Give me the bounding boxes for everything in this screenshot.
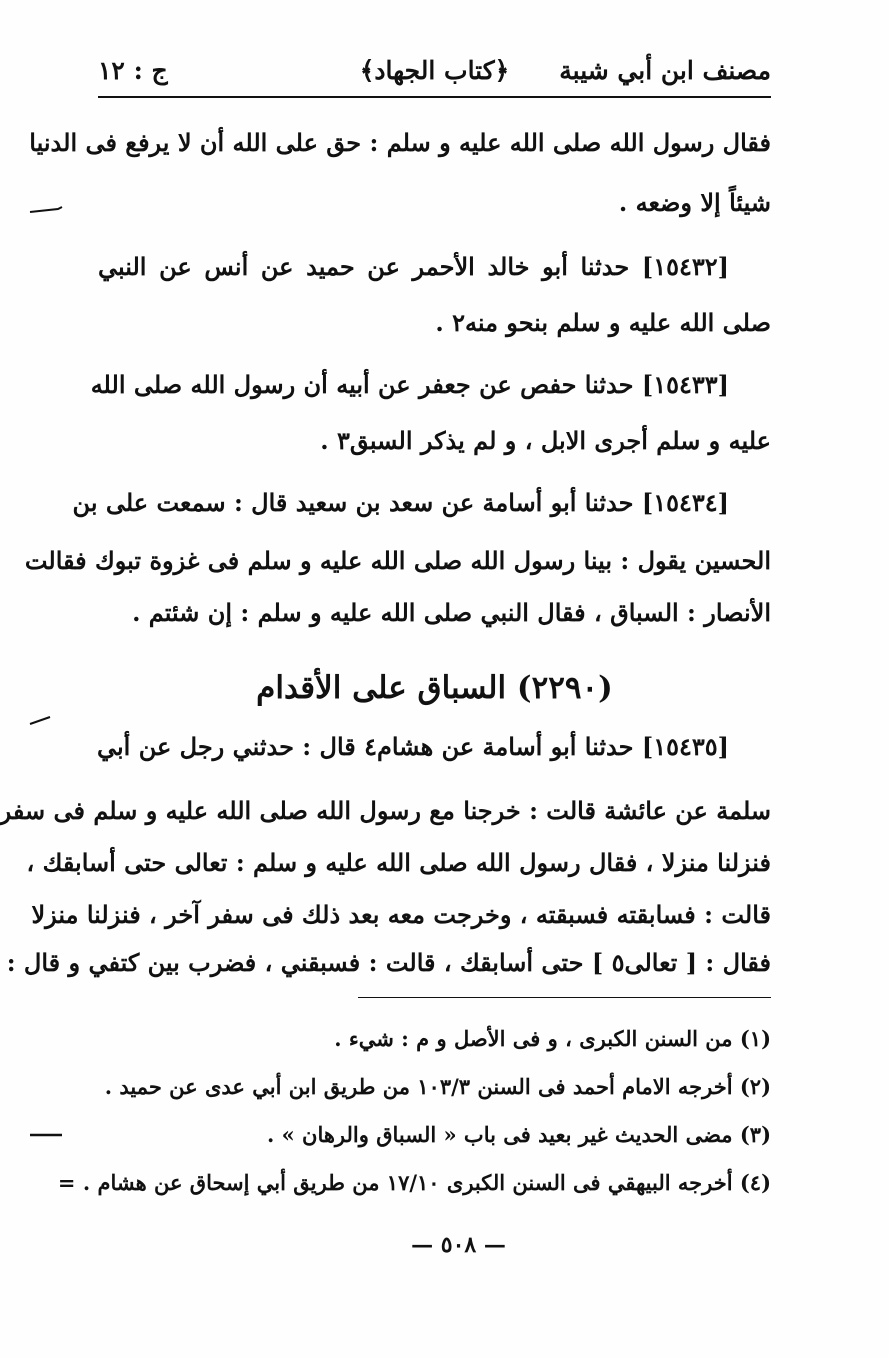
hadith-15433-line: [١٥٤٣٣] حدثنا حفص عن جعفر عن أبيه أن رسول الله صلى الله [90, 370, 729, 399]
text-line: شيئاً إلا وضعه . [618, 188, 771, 217]
footnote-4: (٤) أخرجه البيهقي فى السنن الكبرى ١٧/١٠ من طريق أبي إسحاق عن هشام . = [57, 1170, 771, 1195]
hadith-15432-line: [١٥٤٣٢] حدثنا أبو خالد الأحمر عن حميد عن أنس عن النبي [98, 252, 729, 281]
text-line: فقال : [ تعالى٥ ] حتى أسابقك ، قالت : فسبقني ، فضرب بين كتفي و قال : [6, 948, 771, 977]
text-line: قالت : فسابقته فسبقته ، وخرجت معه بعد ذلك فى سفر آخر ، فنزلنا منزلا [31, 900, 771, 929]
text-line: عليه و سلم أجرى الابل ، و لم يذكر السبق٣ . [320, 426, 771, 455]
volume-number: ج : ١٢ [98, 56, 168, 85]
book-title: مصنف ابن أبي شيبة [559, 56, 771, 85]
page-header [98, 50, 771, 98]
text-line: سلمة عن عائشة قالت : خرجنا مع رسول الله صلى الله عليه و سلم فى سفر [0, 796, 771, 825]
scan-mark [28, 204, 64, 218]
scan-mark [28, 1128, 64, 1142]
chapter-title: ﴿كتاب الجهاد﴾ [359, 56, 510, 85]
header-rule [98, 96, 771, 98]
page-number: — ٥٠٨ — [411, 1232, 506, 1258]
text-line: فقال رسول الله صلى الله عليه و سلم : حق على الله أن لا يرفع فى الدنيا [29, 128, 771, 157]
text-line: الحسين يقول : بينا رسول الله صلى الله عليه و سلم فى غزوة تبوك فقالت [24, 546, 771, 575]
footnote-3: (٣) مضى الحديث غير بعيد فى باب « السباق والرهان » . [266, 1122, 771, 1147]
text-line: الأنصار : السباق ، فقال النبي صلى الله عليه و سلم : إن شئتم . [132, 598, 771, 627]
footnote-1: (١) من السنن الكبرى ، و فى الأصل و م : شيء . [334, 1026, 771, 1051]
hadith-15434-line: [١٥٤٣٤] حدثنا أبو أسامة عن سعد بن سعيد قال : سمعت على بن [72, 488, 729, 517]
text-line: فنزلنا منزلا ، فقال رسول الله صلى الله عليه و سلم : تعالى حتى أسابقك ، [26, 848, 771, 877]
text-line: صلى الله عليه و سلم بنحو منه٢ . [435, 308, 771, 337]
footnote-separator [358, 997, 771, 998]
footnote-2: (٢) أخرجه الامام أحمد فى السنن ١٠٣/٣ من طريق ابن أبي عدى عن حميد . [104, 1074, 771, 1099]
section-heading: (٢٢٩٠) السباق على الأقدام [256, 670, 613, 706]
scan-mark [28, 714, 64, 728]
hadith-15435-line: [١٥٤٣٥] حدثنا أبو أسامة عن هشام٤ قال : حدثني رجل عن أبي [96, 732, 729, 761]
